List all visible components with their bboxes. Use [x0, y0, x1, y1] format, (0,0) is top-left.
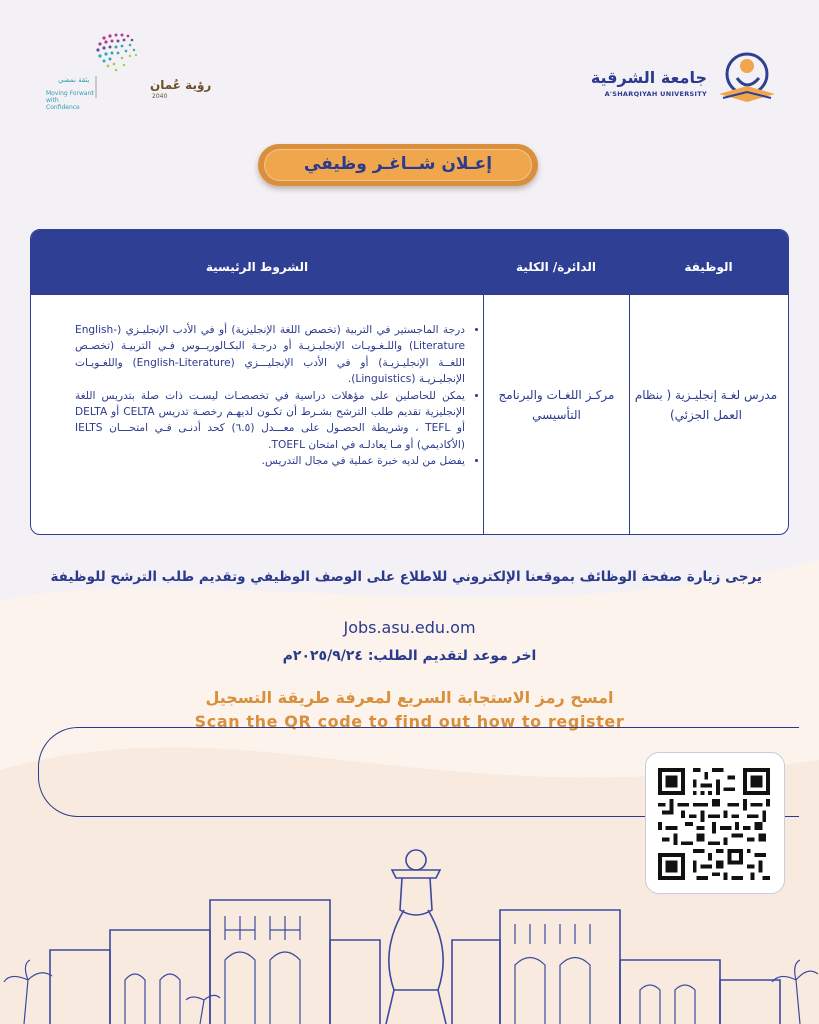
- asharqiyah-university-logo: [707, 48, 779, 108]
- condition-item: • درجة الماجستير في التربية (تخصص اللغة الإنجليزية) أو في الأدب الإنجليـزي (English-Literature) واللـغـويـات الإنجليـزيـة أو درجـة البكـالوريــوس فـي التربيـة (تخصـص اللغــة الإنجليـزيـة) أو في الأدب الإنجليـــزي (English-Literature) واللغـويـات الإنجليـزيـة (Linguistics).: [75, 322, 465, 388]
- conditions-cell: [75, 322, 479, 470]
- qr-code[interactable]: [658, 768, 770, 880]
- vision-2040-title: رؤية عُمان: [150, 78, 212, 92]
- job-title-cell: مدرس لغـة إنجليـزية ( بنظام العمل الجزئي): [634, 388, 778, 422]
- university-name-ar: جامعة الشرقية: [590, 68, 707, 87]
- title-banner: [258, 144, 538, 186]
- visit-instructions: يرجى زيارة صفحة الوظائف بموقعنا الإلكتروني للاطلاع على الوصف الوظيفي وتقديم طلب الترشح للوظيفة: [50, 569, 762, 585]
- header-job: الوظيفة: [684, 260, 733, 274]
- vacancy-table: [30, 229, 789, 535]
- vision-tagline-ar: بثقة نمضي: [58, 76, 90, 84]
- header-department: الدائرة/ الكلية: [516, 260, 596, 274]
- scan-instruction-ar: امسح رمز الاستجابة السريع لمعرفة طريقة التسجيل: [205, 688, 614, 707]
- scan-instruction-en: Scan the QR code to find out how to register: [194, 712, 625, 731]
- university-name-en: A'SHARQIYAH UNIVERSITY: [604, 90, 707, 98]
- page-title: إعـلان شــاغـر وظيفي: [303, 154, 493, 174]
- department-cell: مركـز اللغـات والبرنامج التأسيسي: [498, 388, 615, 422]
- vision-tagline-en: Moving Forward with Confidence: [46, 90, 94, 111]
- website-link[interactable]: Jobs.asu.edu.om: [343, 618, 476, 637]
- vision-2040-year: 2040: [152, 93, 168, 100]
- column-divider: [483, 230, 484, 534]
- condition-item: • يفضل من لديه خبرة عملية في مجال التدريس.: [75, 453, 465, 469]
- header-conditions: الشروط الرئيسية: [205, 260, 309, 274]
- application-deadline: اخر موعد لتقديم الطلب: ٢٠٢٥/٩/٢٤م: [282, 648, 537, 664]
- table-header: [31, 230, 788, 295]
- condition-item: • يمكن للحاصلين على مؤهلات دراسية في تخصصـات ليسـت ذات صلة بتدريس اللغة الإنجليزية تقديم طلب الترشح بشـرط أن تكـون لديهـم رخصـة تدريس CELTA أو DELTA أو TEFL ، وشريطة الحصـول على معـــدل (٦.٥) كحد أدنـى فـي امتحـــان IELTS (الأكاديمي) أو مـا يعادلـه في امتحان TOEFL.: [75, 388, 465, 454]
- column-divider: [629, 230, 630, 534]
